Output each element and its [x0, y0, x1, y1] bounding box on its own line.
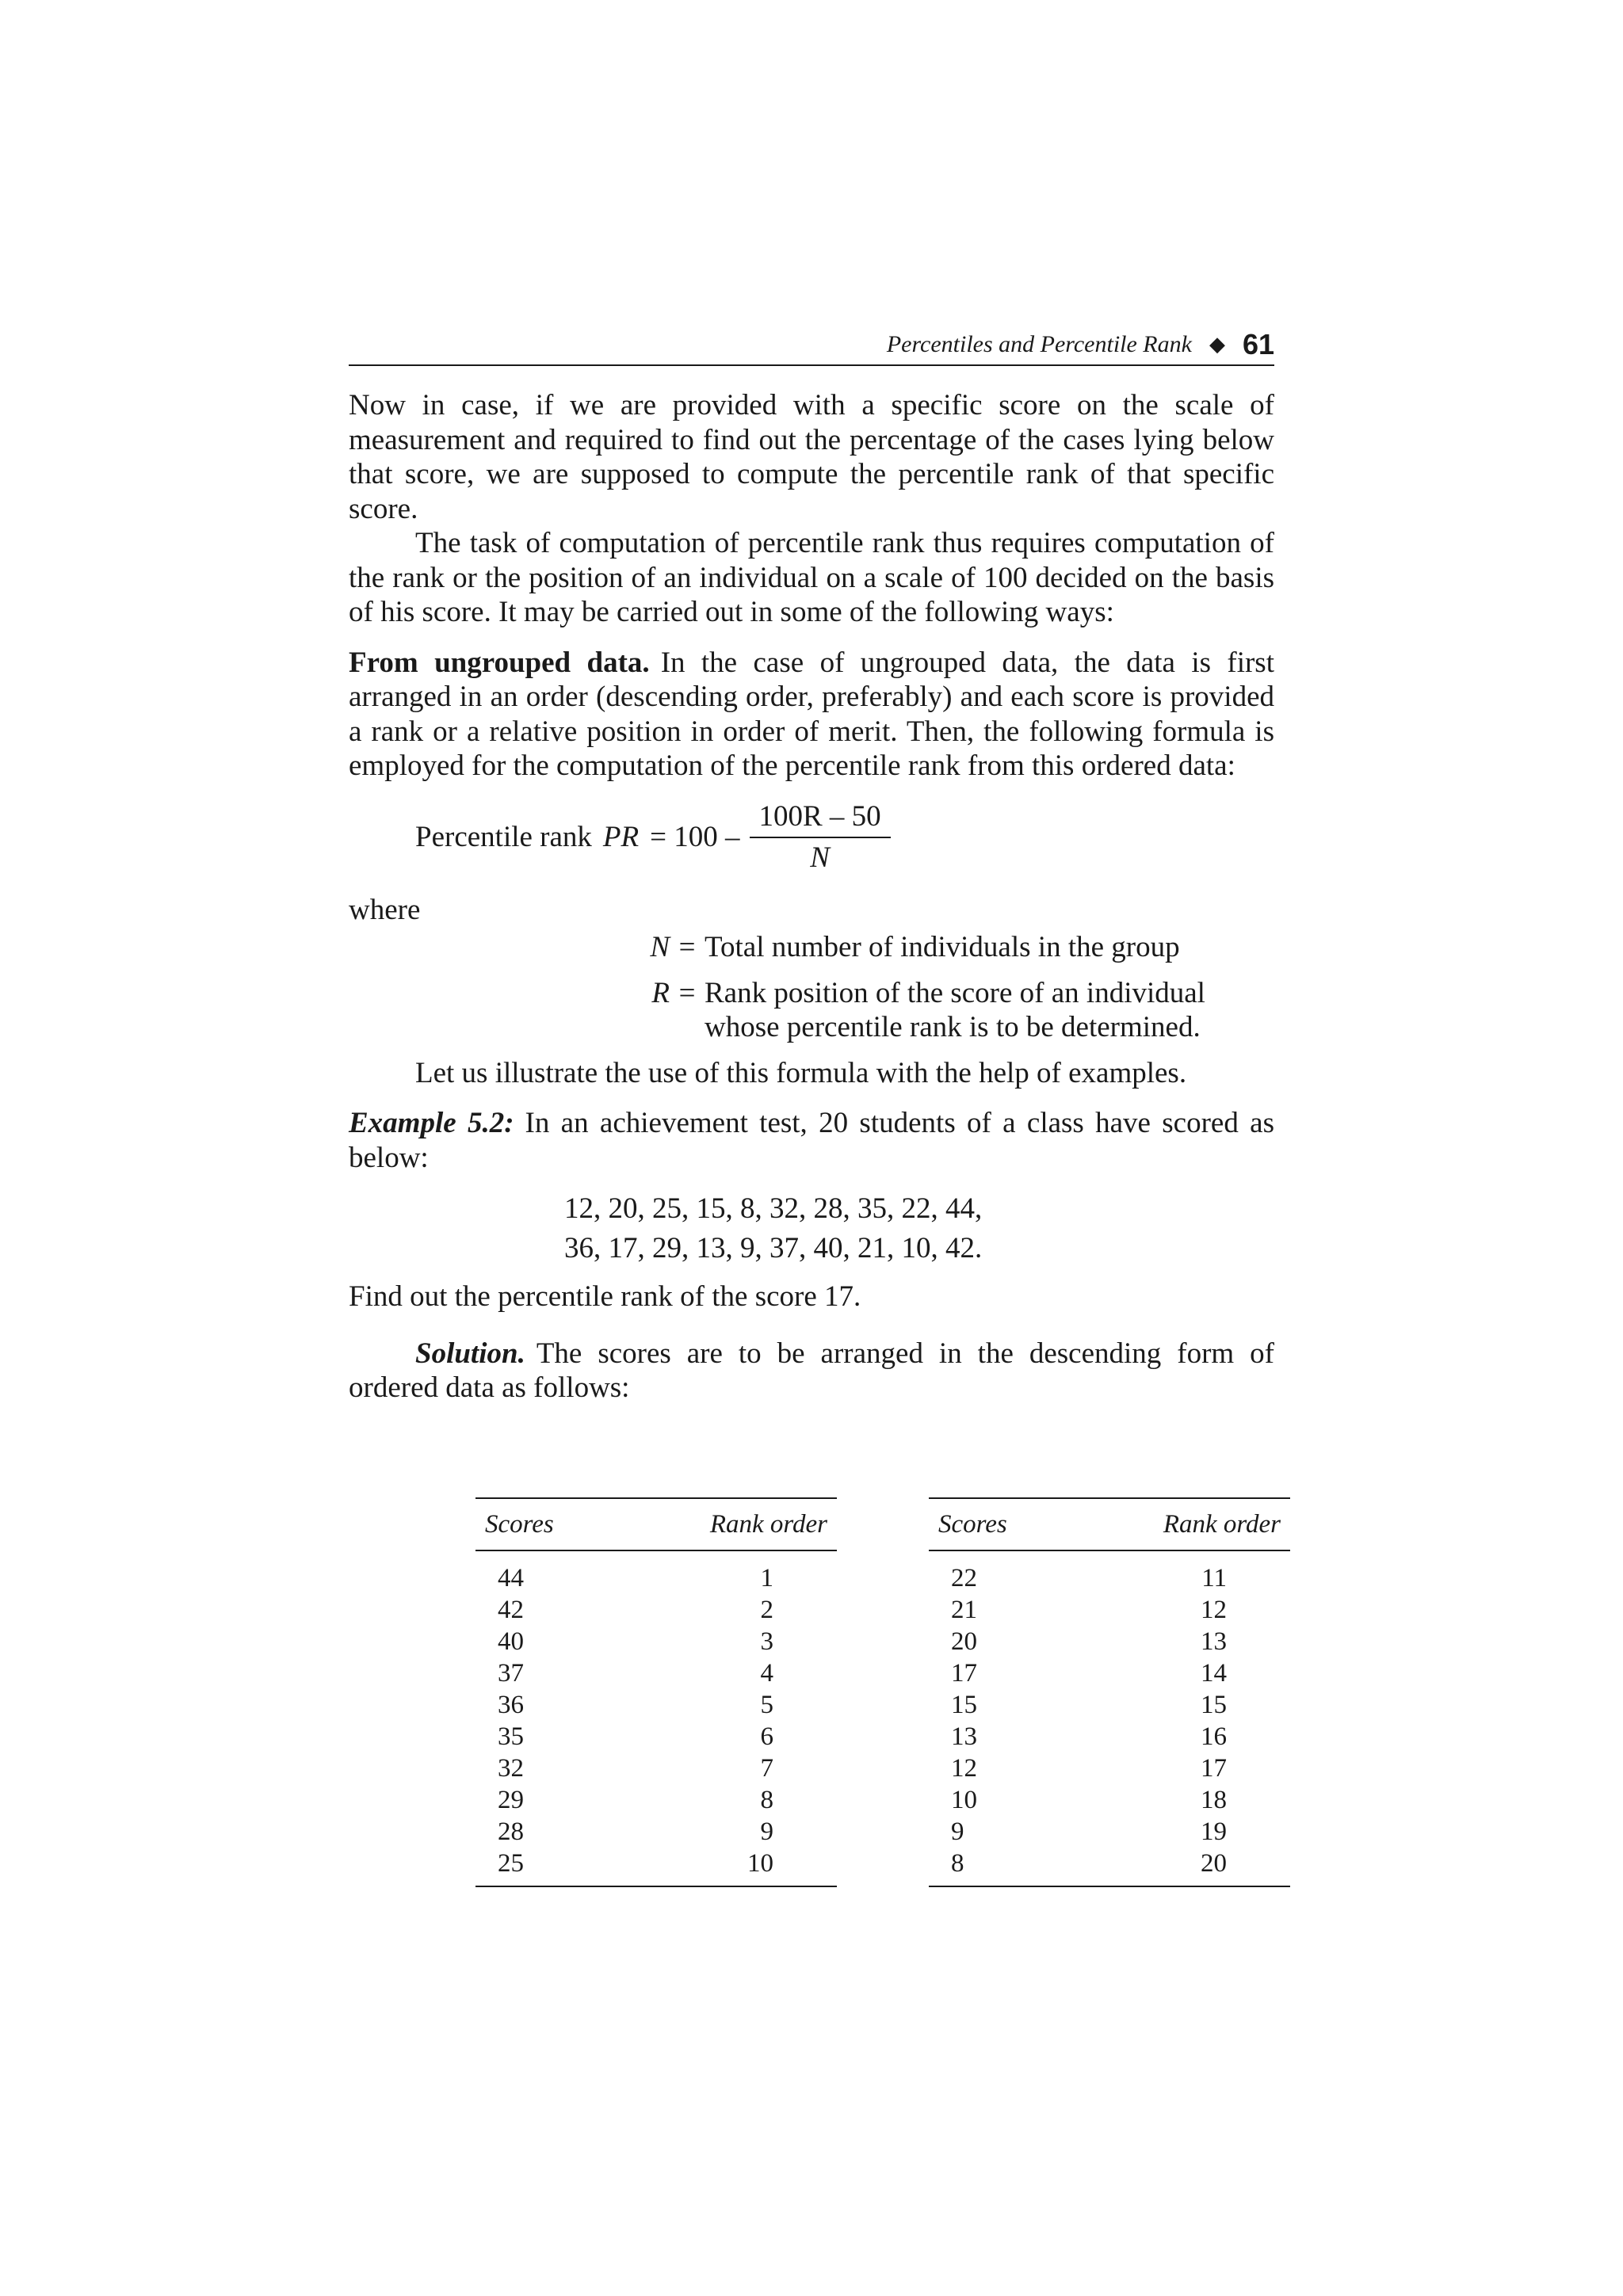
- table-row: [475, 1848, 837, 1886]
- paragraph-1: Now in case, if we are provided with a specific score on the scale of measurement and required to find out the percentage of the cases lying below that score, we are supposed to compute the percentile rank of that specific score.: [349, 389, 1274, 525]
- page-body: [349, 388, 1274, 1405]
- scores-header: Scores: [475, 1498, 613, 1550]
- rank-cell: 18: [1201, 1786, 1227, 1814]
- example-paragraph: [349, 1106, 1274, 1175]
- rank-cell: 1: [760, 1564, 773, 1592]
- rank-cell: 12: [1201, 1596, 1227, 1624]
- diamond-icon: ◆: [1209, 333, 1225, 356]
- table-row: [929, 1784, 1290, 1816]
- definition-equals: =: [678, 976, 696, 1009]
- rank-cell: 15: [1201, 1691, 1227, 1719]
- table-row: [475, 1816, 837, 1848]
- illustrate-line: Let us illustrate the use of this formula with the help of examples.: [415, 1056, 1187, 1089]
- values-line-1: 12, 20, 25, 15, 8, 32, 28, 35, 22, 44,: [564, 1192, 983, 1225]
- rank-cell: 3: [760, 1627, 773, 1656]
- table-row: [475, 1626, 837, 1657]
- rank-cell: 2: [760, 1596, 773, 1624]
- definition-text: Total number of individuals in the group: [705, 931, 1180, 963]
- rank-cell: 6: [760, 1722, 773, 1751]
- rank-order-header: Rank order: [613, 1498, 837, 1550]
- rank-cell: 19: [1201, 1817, 1227, 1846]
- score-cell: 35: [498, 1722, 524, 1751]
- score-cell: 21: [951, 1596, 977, 1624]
- rank-cell: 20: [1201, 1849, 1227, 1878]
- score-cell: 12: [951, 1754, 977, 1783]
- formula-denominator: N: [810, 841, 830, 874]
- left-table-body: [475, 1550, 837, 1886]
- table-row: [475, 1721, 837, 1753]
- score-cell: 40: [498, 1627, 524, 1656]
- rank-cell: 8: [760, 1786, 773, 1814]
- definition-r: [638, 976, 1274, 1045]
- formula-numerator: 100R – 50: [750, 800, 891, 838]
- where-label: where: [349, 893, 421, 926]
- example-label: Example 5.2:: [349, 1107, 514, 1139]
- table-row: [475, 1784, 837, 1816]
- solution-label: Solution.: [415, 1337, 525, 1370]
- score-cell: 20: [951, 1627, 977, 1656]
- score-cell: 8: [951, 1849, 964, 1878]
- score-cell: 25: [498, 1849, 524, 1878]
- rank-table-left: [475, 1497, 837, 1887]
- rank-order-header: Rank order: [1067, 1498, 1290, 1550]
- definition-symbol: N: [650, 931, 670, 963]
- definition-text: Rank position of the score of an individual whose percentile rank is to be determined.: [705, 976, 1205, 1043]
- running-title: Percentiles and Percentile Rank: [886, 331, 1192, 357]
- table-row: [475, 1657, 837, 1689]
- find-line: Find out the percentile rank of the score 17.: [349, 1280, 861, 1313]
- rank-cell: 9: [760, 1817, 773, 1846]
- score-cell: 32: [498, 1754, 524, 1783]
- rank-cell: 5: [760, 1691, 773, 1719]
- solution-paragraph: [349, 1337, 1274, 1405]
- solution-text: The scores are to be arranged in the descending form of ordered data as follows:: [349, 1337, 1274, 1404]
- table-row: [475, 1689, 837, 1721]
- table-row: [929, 1657, 1290, 1689]
- table-row: [475, 1753, 837, 1784]
- right-table-body: [929, 1550, 1290, 1886]
- score-cell: 17: [951, 1659, 977, 1688]
- rank-cell: 14: [1201, 1659, 1227, 1688]
- table-row: [929, 1550, 1290, 1594]
- table-row: [929, 1721, 1290, 1753]
- values-line-2: 36, 17, 29, 13, 9, 37, 40, 21, 10, 42.: [564, 1232, 983, 1264]
- rank-cell: 7: [760, 1754, 773, 1783]
- rank-tables: [475, 1497, 1290, 1887]
- score-values: [564, 1189, 1274, 1268]
- formula-label: Percentile rank: [415, 820, 592, 853]
- rank-cell: 11: [1201, 1564, 1227, 1592]
- rank-table-right: [929, 1497, 1290, 1887]
- formula-fraction: [750, 800, 891, 875]
- example-text: In an achievement test, 20 students of a class have scored as below:: [349, 1107, 1274, 1174]
- score-cell: 9: [951, 1817, 964, 1846]
- paragraph-2: The task of computation of percentile rank thus requires computation of the rank or the position of an individual on a scale of 100 decided on the basis of his score. It may be carried out in some of the following ways:: [349, 527, 1274, 628]
- paragraph-3-text: In the case of ungrouped data, the data is first arranged in an order (descending order, preferably) and each score is provided a rank or a relative position in order of merit. Then, the following formula is employed for the computation of the percentile rank from this ordered data:: [349, 646, 1274, 782]
- running-header: [349, 323, 1274, 366]
- score-cell: 29: [498, 1786, 524, 1814]
- score-cell: 13: [951, 1722, 977, 1751]
- score-cell: 42: [498, 1596, 524, 1624]
- table-row: [475, 1594, 837, 1626]
- score-cell: 15: [951, 1691, 977, 1719]
- definitions: [638, 930, 1274, 1045]
- definition-n: [638, 930, 1274, 965]
- page-number: 61: [1242, 328, 1274, 360]
- table-row: [929, 1848, 1290, 1886]
- paragraph-3: [349, 646, 1274, 784]
- score-cell: 37: [498, 1659, 524, 1688]
- rank-cell: 17: [1201, 1754, 1227, 1783]
- table-row: [475, 1550, 837, 1594]
- table-row: [929, 1753, 1290, 1784]
- section-heading: From ungrouped data.: [349, 646, 650, 679]
- table-row: [929, 1594, 1290, 1626]
- percentile-rank-formula: [415, 798, 1274, 877]
- score-cell: 22: [951, 1564, 977, 1592]
- rank-cell: 4: [760, 1659, 773, 1688]
- table-row: [929, 1689, 1290, 1721]
- score-cell: 44: [498, 1564, 524, 1592]
- rank-cell: 16: [1201, 1722, 1227, 1751]
- table-row: [929, 1626, 1290, 1657]
- score-cell: 36: [498, 1691, 524, 1719]
- rank-cell: 10: [747, 1849, 773, 1878]
- header-inner: [887, 328, 1274, 361]
- score-cell: 10: [951, 1786, 977, 1814]
- definition-symbol: R: [651, 976, 670, 1009]
- formula-equals: = 100 –: [650, 820, 740, 853]
- definition-equals: =: [678, 931, 696, 963]
- table-header-row: [929, 1498, 1290, 1550]
- score-cell: 28: [498, 1817, 524, 1846]
- formula-symbol: PR: [602, 820, 640, 853]
- table-header-row: [475, 1498, 837, 1550]
- scores-header: Scores: [929, 1498, 1067, 1550]
- table-row: [929, 1816, 1290, 1848]
- rank-cell: 13: [1201, 1627, 1227, 1656]
